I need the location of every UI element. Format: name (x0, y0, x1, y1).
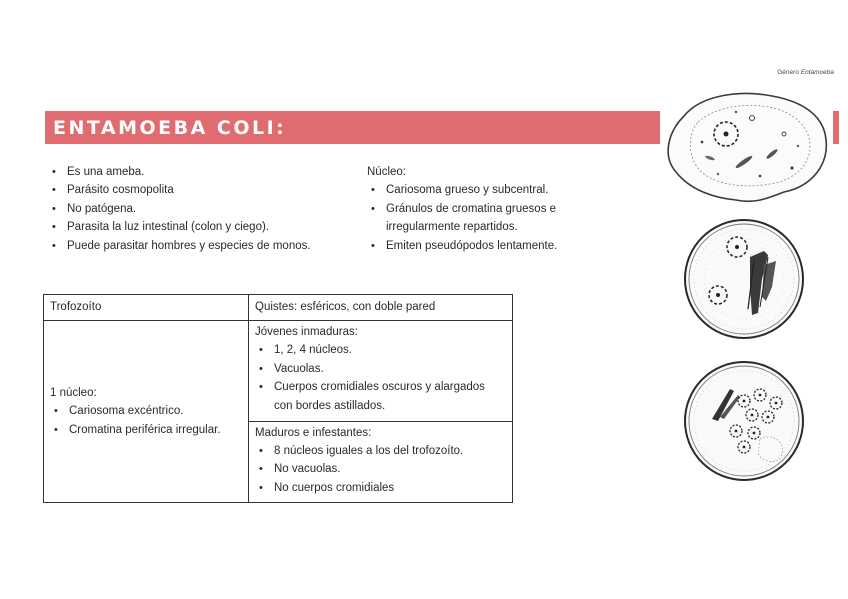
nucleus-item: • Emiten pseudópodos lentamente. (367, 237, 597, 255)
features-list (48, 163, 348, 255)
feature-item: • Parasita la luz intestinal (colon y ciego). (48, 218, 348, 236)
feature-item: • Es una ameba. (48, 163, 348, 181)
trophozoite-label: 1 núcleo: (50, 386, 97, 399)
young-cyst-item: • Vacuolas. (255, 360, 506, 378)
young-cyst-item: • 1, 2, 4 núcleos. (255, 341, 506, 359)
header-note (777, 69, 834, 76)
young-cysts-cell (249, 321, 513, 422)
trophozoite-item: • Cariosoma excéntrico. (50, 402, 242, 420)
mature-cyst-item: • 8 núcleos iguales a los del trofozoíto. (255, 442, 506, 460)
feature-item: • No patógena. (48, 200, 348, 218)
mature-cysts-cell (249, 421, 513, 502)
young-cysts-label: Jóvenes inmaduras: (255, 326, 358, 338)
page-title: ENTAMOEBA COLI: (53, 117, 287, 139)
nucleus-item: • Cariosoma grueso y subcentral. (367, 181, 597, 199)
trophozoite-header: Trofozoíto (44, 295, 249, 321)
cysts-header: Quistes: esféricos, con doble pared (249, 295, 513, 321)
header-note-prefix: Género (777, 69, 801, 76)
feature-item: • Puede parasitar hombres y especies de monos. (48, 237, 348, 255)
nucleus-section (367, 163, 597, 255)
trophozoite-cell (44, 321, 249, 503)
young-cyst-item: • Cuerpos cromidiales oscuros y alargados con bordes astillados. (255, 378, 506, 415)
mature-cyst-item: • No vacuolas. (255, 460, 506, 478)
mature-cysts-label: Maduros e infestantes: (255, 426, 372, 439)
trophozoite-item: • Cromatina periférica irregular. (50, 421, 242, 439)
header-note-genus: Entamoeba (800, 69, 834, 76)
feature-item: • Parásito cosmopolita (48, 181, 348, 199)
mature-cyst-item: • No cuerpos cromidiales (255, 479, 506, 497)
mature-cyst-illustration (682, 359, 806, 483)
nucleus-title: Núcleo: (367, 166, 406, 178)
trophozoite-illustration (664, 88, 834, 206)
nucleus-item: • Gránulos de cromatina gruesos e irregularmente repartidos. (367, 200, 597, 237)
stages-table (43, 294, 513, 503)
young-cyst-illustration (682, 217, 806, 341)
